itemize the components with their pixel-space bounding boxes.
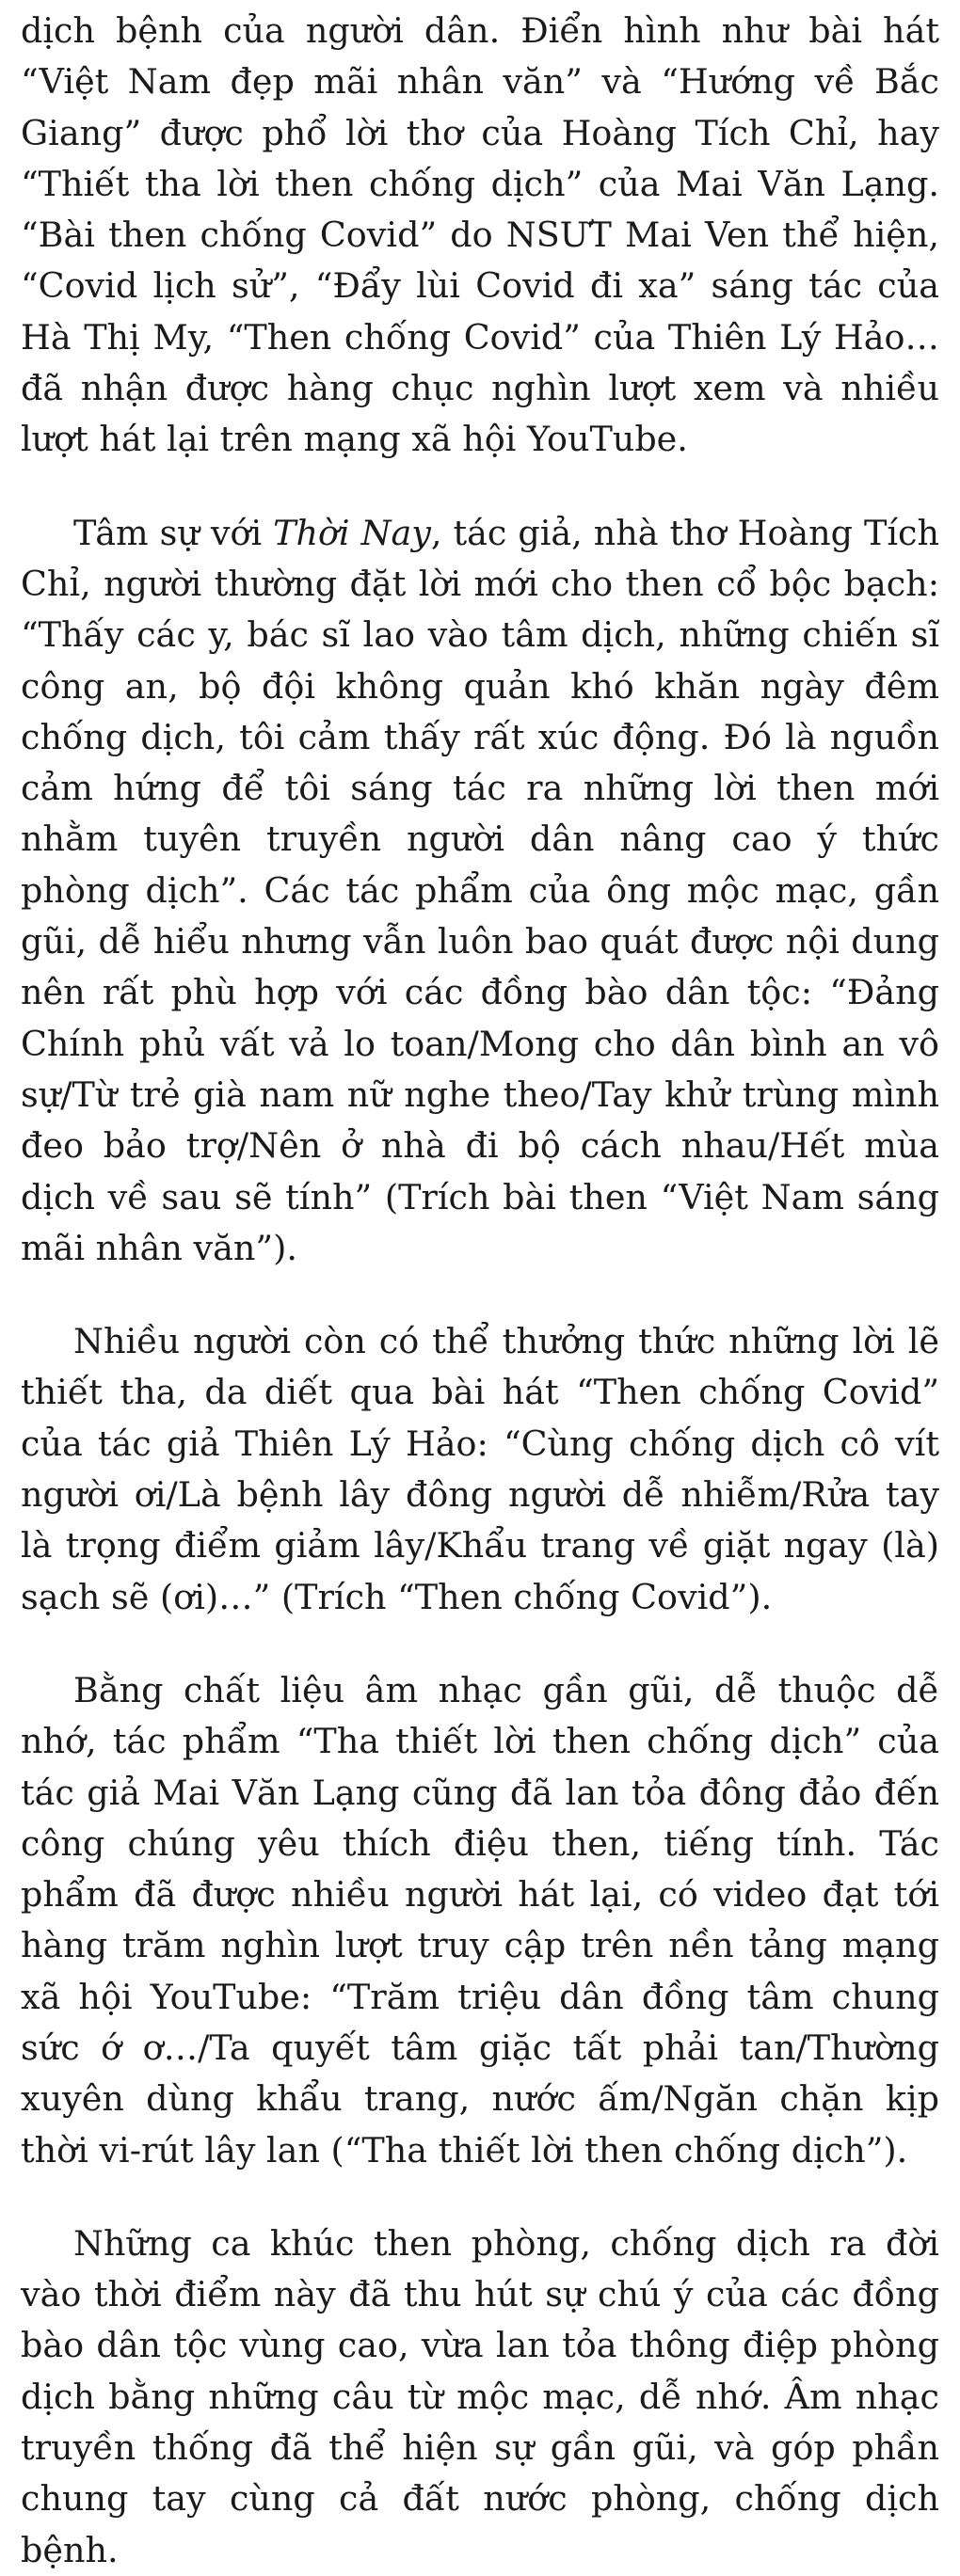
paragraph-text: dịch bệnh của người dân. Điển hình như bài hát “Việt Nam đẹp mãi nhân văn” và “Hướng về Bắc Giang” được phổ lời thơ của Hoàng Tích Chỉ, hay “Thiết tha lời then chống dịch” của Mai Văn Lạng. “Bài then chống Covid” do NSƯT Mai Ven thể hiện, “Covid lịch sử”, “Đẩy lùi Covid đi xa” sáng tác của Hà Thị My, “Then chống Covid” của Thiên Lý Hảo… đã nhận được hàng chục nghìn lượt xem và nhiều lượt hát lại trên mạng xã hội YouTube. <box>21 10 939 460</box>
paragraph-text: Bằng chất liệu âm nhạc gần gũi, dễ thuộc dễ nhớ, tác phẩm “Tha thiết lời then chống dịch” của tác giả Mai Văn Lạng cũng đã lan tỏa đông đảo đến công chúng yêu thích điệu then, tiếng tính. Tác phẩm đã được nhiều người hát lại, có video đạt tới hàng trăm nghìn lượt truy cập trên nền tảng mạng xã hội YouTube: “Trăm triệu dân đồng tâm chung sức ớ ơ…/Ta quyết tâm giặc tất phải tan/Thường xuyên dùng khẩu trang, nước ấm/Ngăn chặn kịp thời vi-rút lây lan (“Tha thiết lời then chống dịch”). <box>21 1669 939 2171</box>
paragraph-4 <box>21 1665 939 2176</box>
publication-name: Thời Nay <box>273 512 431 553</box>
paragraph-5 <box>21 2218 939 2576</box>
paragraph-2 <box>21 508 939 1274</box>
paragraph-text: , tác giả, nhà thơ Hoàng Tích Chỉ, người thường đặt lời mới cho then cổ bộc bạch: “Thấy các y, bác sĩ lao vào tâm dịch, những chiến sĩ công an, bộ đội không quản khó khăn ngày đêm chống dịch, tôi cảm thấy rất xúc động. Đó là nguồn cảm hứng để tôi sáng tác ra những lời then mới nhằm tuyên truyền người dân nâng cao ý thức phòng dịch”. Các tác phẩm của ông mộc mạc, gần gũi, dễ hiểu nhưng vẫn luôn bao quát được nội dung nên rất phù hợp với các đồng bào dân tộc: “Đảng Chính phủ vất vả lo toan/Mong cho dân bình an vô sự/Từ trẻ già nam nữ nghe theo/Tay khử trùng mình đeo bảo trợ/Nên ở nhà đi bộ cách nhau/Hết mùa dịch về sau sẽ tính” (Trích bài then “Việt Nam sáng mãi nhân văn”). <box>21 512 939 1268</box>
paragraph-text: Nhiều người còn có thể thưởng thức những lời lẽ thiết tha, da diết qua bài hát “Then chống Covid” của tác giả Thiên Lý Hảo: “Cùng chống dịch cô vít người ơi/Là bệnh lây đông người dễ nhiễm/Rửa tay là trọng điểm giảm lây/Khẩu trang về giặt ngay (là) sạch sẽ (ơi)…” (Trích “Then chống Covid”). <box>21 1321 939 1617</box>
paragraph-3 <box>21 1316 939 1623</box>
paragraph-1 <box>21 6 939 466</box>
paragraph-text: Những ca khúc then phòng, chống dịch ra đời vào thời điểm này đã thu hút sự chú ý của các đồng bào dân tộc vùng cao, vừa lan tỏa thông điệp phòng dịch bằng những câu từ mộc mạc, dễ nhớ. Âm nhạc truyền thống đã thể hiện sự gần gũi, và góp phần chung tay cùng cả đất nước phòng, chống dịch bệnh. <box>21 2222 939 2570</box>
paragraph-text: Tâm sự với <box>73 512 274 553</box>
